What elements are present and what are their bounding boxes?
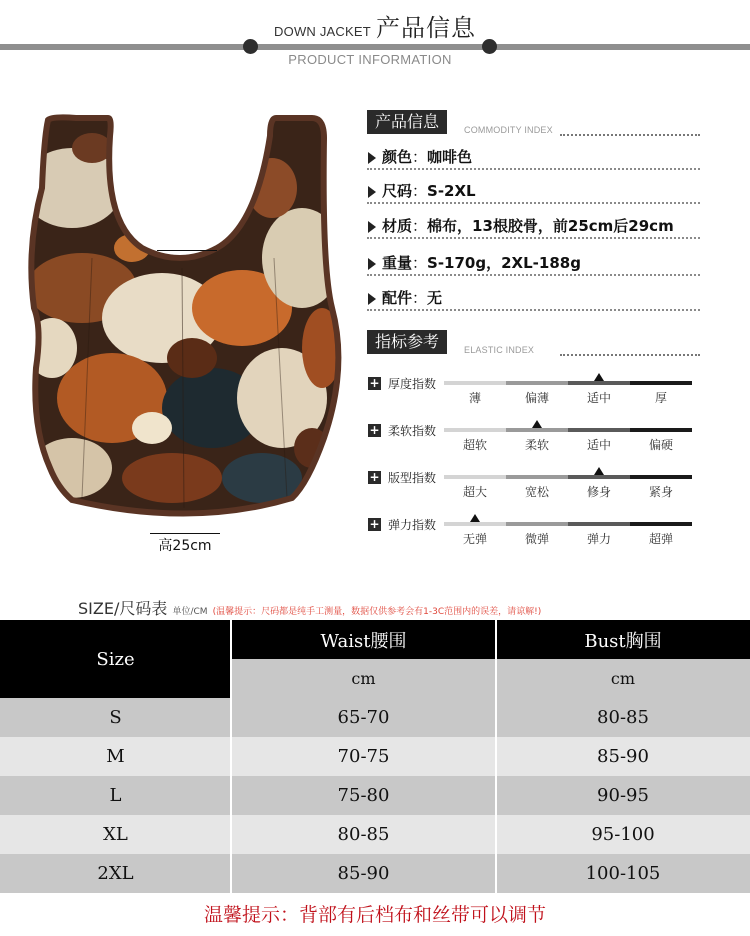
attr-label: 颜色 <box>382 148 413 166</box>
product-image <box>12 108 352 528</box>
row-size: M <box>0 737 231 776</box>
attr-value: 无 <box>427 289 443 307</box>
attr-size: 尺码：S-2XL <box>367 178 700 204</box>
attr-label: 重量 <box>382 254 413 272</box>
level-label: 薄 <box>468 391 481 405</box>
height-label: 高25cm <box>158 538 212 554</box>
level-label: 超弹 <box>648 532 673 546</box>
level-label: 偏薄 <box>524 391 549 405</box>
attr-value: S-2XL <box>427 182 476 200</box>
row-bust: 85-90 <box>496 737 750 776</box>
plus-icon: + <box>369 470 380 484</box>
row-bust: 90-95 <box>496 776 750 815</box>
size-title-text: SIZE/尺码表 <box>78 599 168 618</box>
level-label: 超软 <box>462 438 487 452</box>
elastic-dots <box>560 354 700 356</box>
row-bust: 80-85 <box>496 698 750 737</box>
level-label: 紧身 <box>648 485 673 499</box>
row-waist: 70-75 <box>231 737 496 776</box>
size-unit: 单位/CM <box>172 607 208 617</box>
header-waist: Waist腰围 <box>231 620 496 659</box>
level-label: 适中 <box>586 438 611 452</box>
commodity-index-header <box>367 110 700 136</box>
column-divider <box>230 620 232 893</box>
row-size: S <box>0 698 231 737</box>
level-label: 偏硬 <box>648 438 673 452</box>
attr-value: S-170g，2XL-188g <box>427 254 581 272</box>
index-name: 柔软指数 <box>388 424 437 438</box>
index-marker <box>532 420 542 428</box>
header-divider <box>0 44 750 50</box>
plus-icon: + <box>369 423 380 437</box>
attr-value: 棉布，13根胶骨，前25cm后29cm <box>427 217 674 235</box>
elastic-tag: 指标参考 <box>367 330 447 354</box>
footer-note: 温馨提示：背部有后档布和丝带可以调节 <box>203 904 546 926</box>
level-label: 超大 <box>462 485 487 499</box>
attr-weight: 重量：S-170g，2XL-188g <box>367 250 700 276</box>
attr-material: 材质：棉布，13根胶骨，前25cm后29cm <box>367 213 700 239</box>
level-label: 适中 <box>586 391 611 405</box>
index-name: 版型指数 <box>388 471 437 485</box>
index-bar <box>444 428 692 432</box>
header-title <box>0 8 750 43</box>
bullet-icon <box>368 221 376 233</box>
index-bar <box>444 522 692 526</box>
row-waist: 65-70 <box>231 698 496 737</box>
index-marker <box>470 514 480 522</box>
plus-icon: + <box>369 517 380 531</box>
commodity-tag: 产品信息 <box>367 110 447 134</box>
index-bar <box>444 381 692 385</box>
bullet-icon <box>368 186 376 198</box>
level-label: 弹力 <box>586 532 611 546</box>
row-bust: 100-105 <box>496 854 750 893</box>
size-chart-title <box>78 596 541 619</box>
unit-bust: cm <box>496 659 750 698</box>
size-note: (温馨提示：尺码都是纯手工测量，数据仅供参考会有1-3C范围内的误差，请谅解!) <box>212 607 542 617</box>
index-name: 厚度指数 <box>388 377 437 391</box>
header-bust: Bust胸围 <box>496 620 750 659</box>
index-thickness <box>368 377 698 417</box>
bullet-icon <box>368 258 376 270</box>
attr-label: 尺码 <box>382 182 413 200</box>
header-title-cn: 产品信息 <box>375 14 476 42</box>
attr-label: 材质 <box>382 217 413 235</box>
commodity-tag-en: COMMODITY INDEX <box>464 125 553 135</box>
bullet-icon <box>368 152 376 164</box>
elastic-tag-en: ELASTIC INDEX <box>464 345 535 355</box>
header-size: Size <box>0 620 231 698</box>
attr-accessories: 配件：无 <box>367 285 700 311</box>
row-waist: 80-85 <box>231 815 496 854</box>
index-marker <box>594 373 604 381</box>
level-label: 无弹 <box>462 532 487 546</box>
index-bar <box>444 475 692 479</box>
level-label: 宽松 <box>524 485 549 499</box>
row-bust: 95-100 <box>496 815 750 854</box>
row-size: L <box>0 776 231 815</box>
row-size: XL <box>0 815 231 854</box>
row-waist: 75-80 <box>231 776 496 815</box>
height-measure-line <box>150 533 220 534</box>
attr-value: 咖啡色 <box>427 148 473 166</box>
elastic-index-header <box>367 330 700 356</box>
index-marker <box>594 467 604 475</box>
header-subtitle: PRODUCT INFORMATION <box>288 52 452 67</box>
commodity-dots <box>560 134 700 136</box>
level-label: 修身 <box>586 485 611 499</box>
unit-waist: cm <box>231 659 496 698</box>
level-label: 微弹 <box>524 532 549 546</box>
bullet-icon <box>368 293 376 305</box>
row-waist: 85-90 <box>231 854 496 893</box>
index-fit <box>368 471 698 511</box>
index-elasticity <box>368 518 698 558</box>
neckline-measure-line <box>157 250 217 251</box>
level-label: 厚 <box>654 391 667 405</box>
attr-label: 配件 <box>382 289 413 307</box>
level-label: 柔软 <box>524 438 549 452</box>
index-softness <box>368 424 698 464</box>
header-title-en: DOWN JACKET <box>274 24 371 39</box>
index-name: 弹力指数 <box>388 518 437 532</box>
plus-icon: + <box>369 376 380 390</box>
row-size: 2XL <box>0 854 231 893</box>
attr-color: 颜色：咖啡色 <box>367 144 700 170</box>
column-divider <box>495 620 497 893</box>
